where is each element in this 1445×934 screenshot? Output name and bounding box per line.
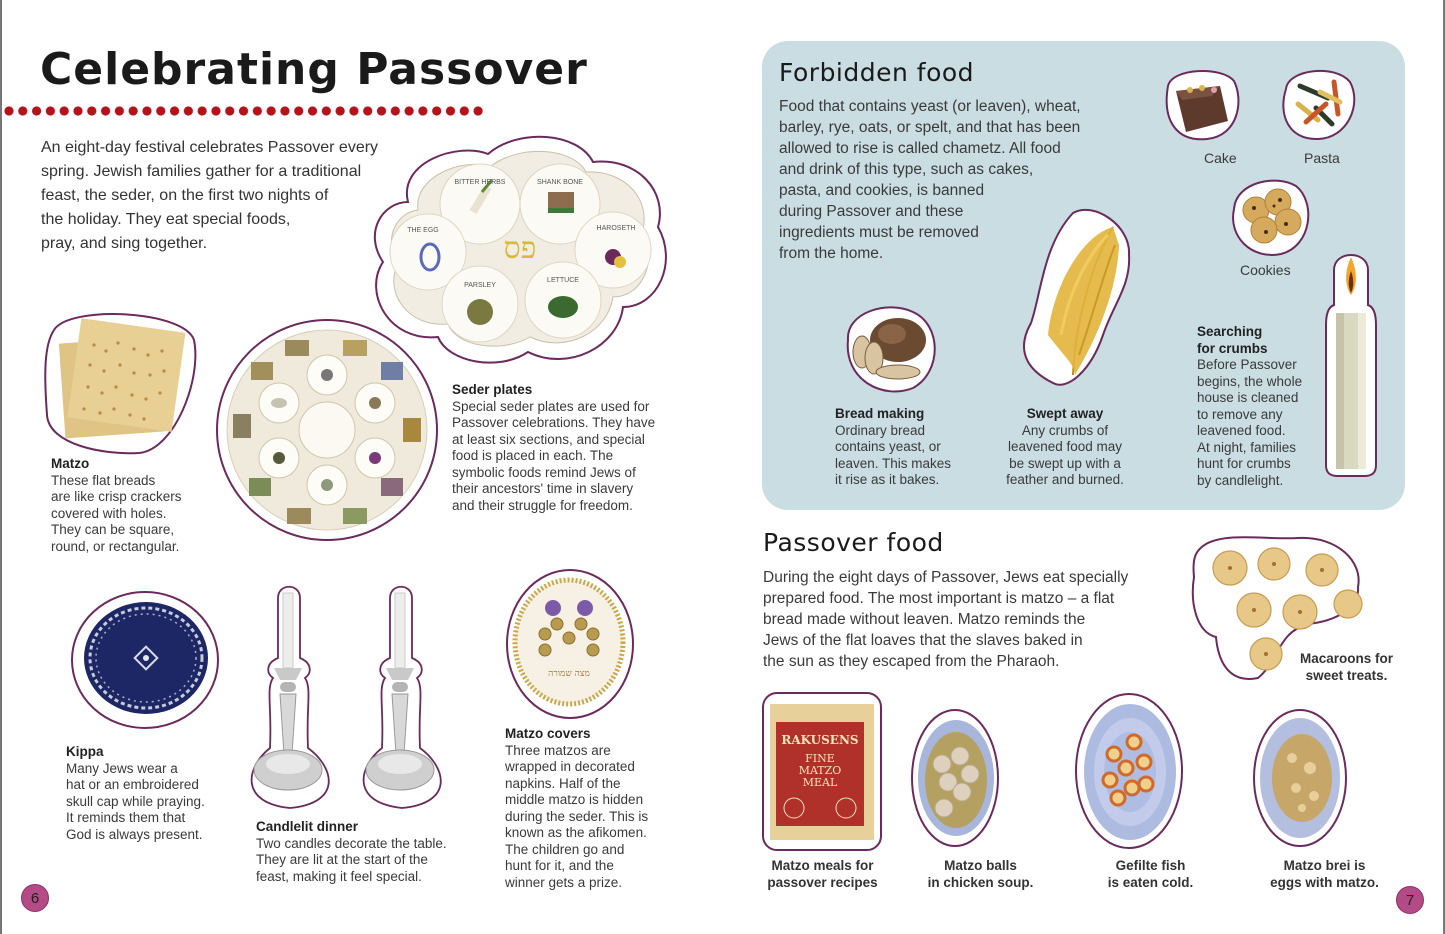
matzo-meal-box-image <box>762 692 882 852</box>
svg-text:FINE: FINE <box>805 752 835 765</box>
caption-seder-plates: Seder plates Special seder plates are used for Passover celebrations. They have at least six sections, and special food is placed in each. The symbolic foods remind Jews of their ancestors' time in slavery and their struggle for freedom. <box>452 382 656 513</box>
svg-text:LETTUCE: LETTUCE <box>547 277 579 284</box>
matzo-balls-bowl-image <box>910 708 1000 848</box>
svg-text:HAROSETH: HAROSETH <box>596 225 636 232</box>
bread-image <box>838 300 943 396</box>
caption-candlelit-dinner: Candlelit dinner Two candles decorate the table. They are lit at the start of the feast, making it feel special. <box>256 819 447 884</box>
caption-swept-away: Swept away Any crumbs of leavened food may be swept up with a feather and burned. <box>1006 406 1124 487</box>
forbidden-food-paragraph: Food that contains yeast (or leaven), wheat, barley, rye, oats, or spelt, and that has been allowed to rise is called chametz. All food and drink of this type, such as cakes, pasta, and cookies, is banned during Passover and these ingredients must be removed from the home. <box>779 98 1081 262</box>
caption-matzo-meals: Matzo meals for passover recipes <box>767 858 878 890</box>
gefilte-fish-plate-image <box>1074 692 1184 850</box>
svg-text:MEAL: MEAL <box>802 776 838 789</box>
matzo-cover-image <box>505 568 635 720</box>
caption-bread-making: Bread making Ordinary bread contains yeast, or leaven. This makes it rise as it bakes. <box>835 406 952 487</box>
page-number-7: 7 <box>1396 886 1424 914</box>
svg-text:BITTER HERBS: BITTER HERBS <box>454 179 506 186</box>
caption-kippa: Kippa Many Jews wear a hat or an embroidered skull cap while praying. It reminds them that God is always present. <box>66 744 205 842</box>
svg-text:פס: פס <box>503 231 537 266</box>
label-pasta: Pasta <box>1304 150 1340 166</box>
label-cookies: Cookies <box>1240 262 1291 278</box>
cookies-image <box>1226 174 1314 258</box>
svg-text:MATZO: MATZO <box>798 764 842 777</box>
pasta-image <box>1276 64 1358 142</box>
matzo-brei-plate-image <box>1252 708 1348 848</box>
caption-gefilte-fish: Gefilte fish is eaten cold. <box>1107 858 1194 890</box>
dotted-divider <box>4 105 484 117</box>
label-cake: Cake <box>1204 150 1237 166</box>
caption-matzo-brei: Matzo brei is eggs with matzo. <box>1270 858 1379 890</box>
matzo-image <box>44 305 199 455</box>
svg-text:מצה שמורה: מצה שמורה <box>548 669 590 679</box>
candlesticks-image <box>250 578 460 813</box>
intro-paragraph: An eight-day festival celebrates Passover every spring. Jewish families gather for a traditional feast, the seder, on the first two nights of the holiday. They eat special foods, pray, and sing together. <box>41 139 379 252</box>
round-seder-plate-image <box>215 318 440 543</box>
caption-matzo: Matzo These flat breads are like crisp crackers covered with holes. They can be square, round, or rectangular. <box>51 456 182 554</box>
caption-matzo-balls: Matzo balls in chicken soup. <box>927 858 1034 890</box>
page-edge-left <box>0 0 2 934</box>
forbidden-food-heading: Forbidden food <box>779 58 975 87</box>
caption-macaroons: Macaroons for sweet treats. <box>1300 651 1394 683</box>
svg-text:PARSLEY: PARSLEY <box>464 282 496 289</box>
svg-text:SHANK BONE: SHANK BONE <box>537 179 583 186</box>
caption-searching-for-crumbs: Searching for crumbs Before Passover begins, the whole house is cleaned to remove any leavened food. At night, families hunt for crumbs by candlelight. <box>1197 324 1303 488</box>
candle-image <box>1324 245 1378 477</box>
kippa-image <box>70 590 220 730</box>
passover-food-heading: Passover food <box>763 528 944 557</box>
page-title: Celebrating Passover <box>40 44 588 95</box>
caption-matzo-covers: Matzo covers Three matzos are wrapped in decorated napkins. Half of the middle matzo is hidden during the seder. This is known as the afikomen. The children go and hunt for it, and the winner gets a prize. <box>505 726 649 890</box>
cake-image <box>1162 66 1242 142</box>
feather-image <box>1013 205 1133 390</box>
passover-food-paragraph: During the eight days of Passover, Jews eat specially prepared food. The most important is matzo – a flat bread made without leaven. Matzo reminds the Jews of the flat loaves that the slaves baked in the sun as they escaped from the Pharaoh. <box>763 569 1129 670</box>
svg-text:RAKUSENS: RAKUSENS <box>781 733 859 747</box>
page-number-6: 6 <box>21 884 49 912</box>
svg-text:THE EGG: THE EGG <box>407 227 439 234</box>
